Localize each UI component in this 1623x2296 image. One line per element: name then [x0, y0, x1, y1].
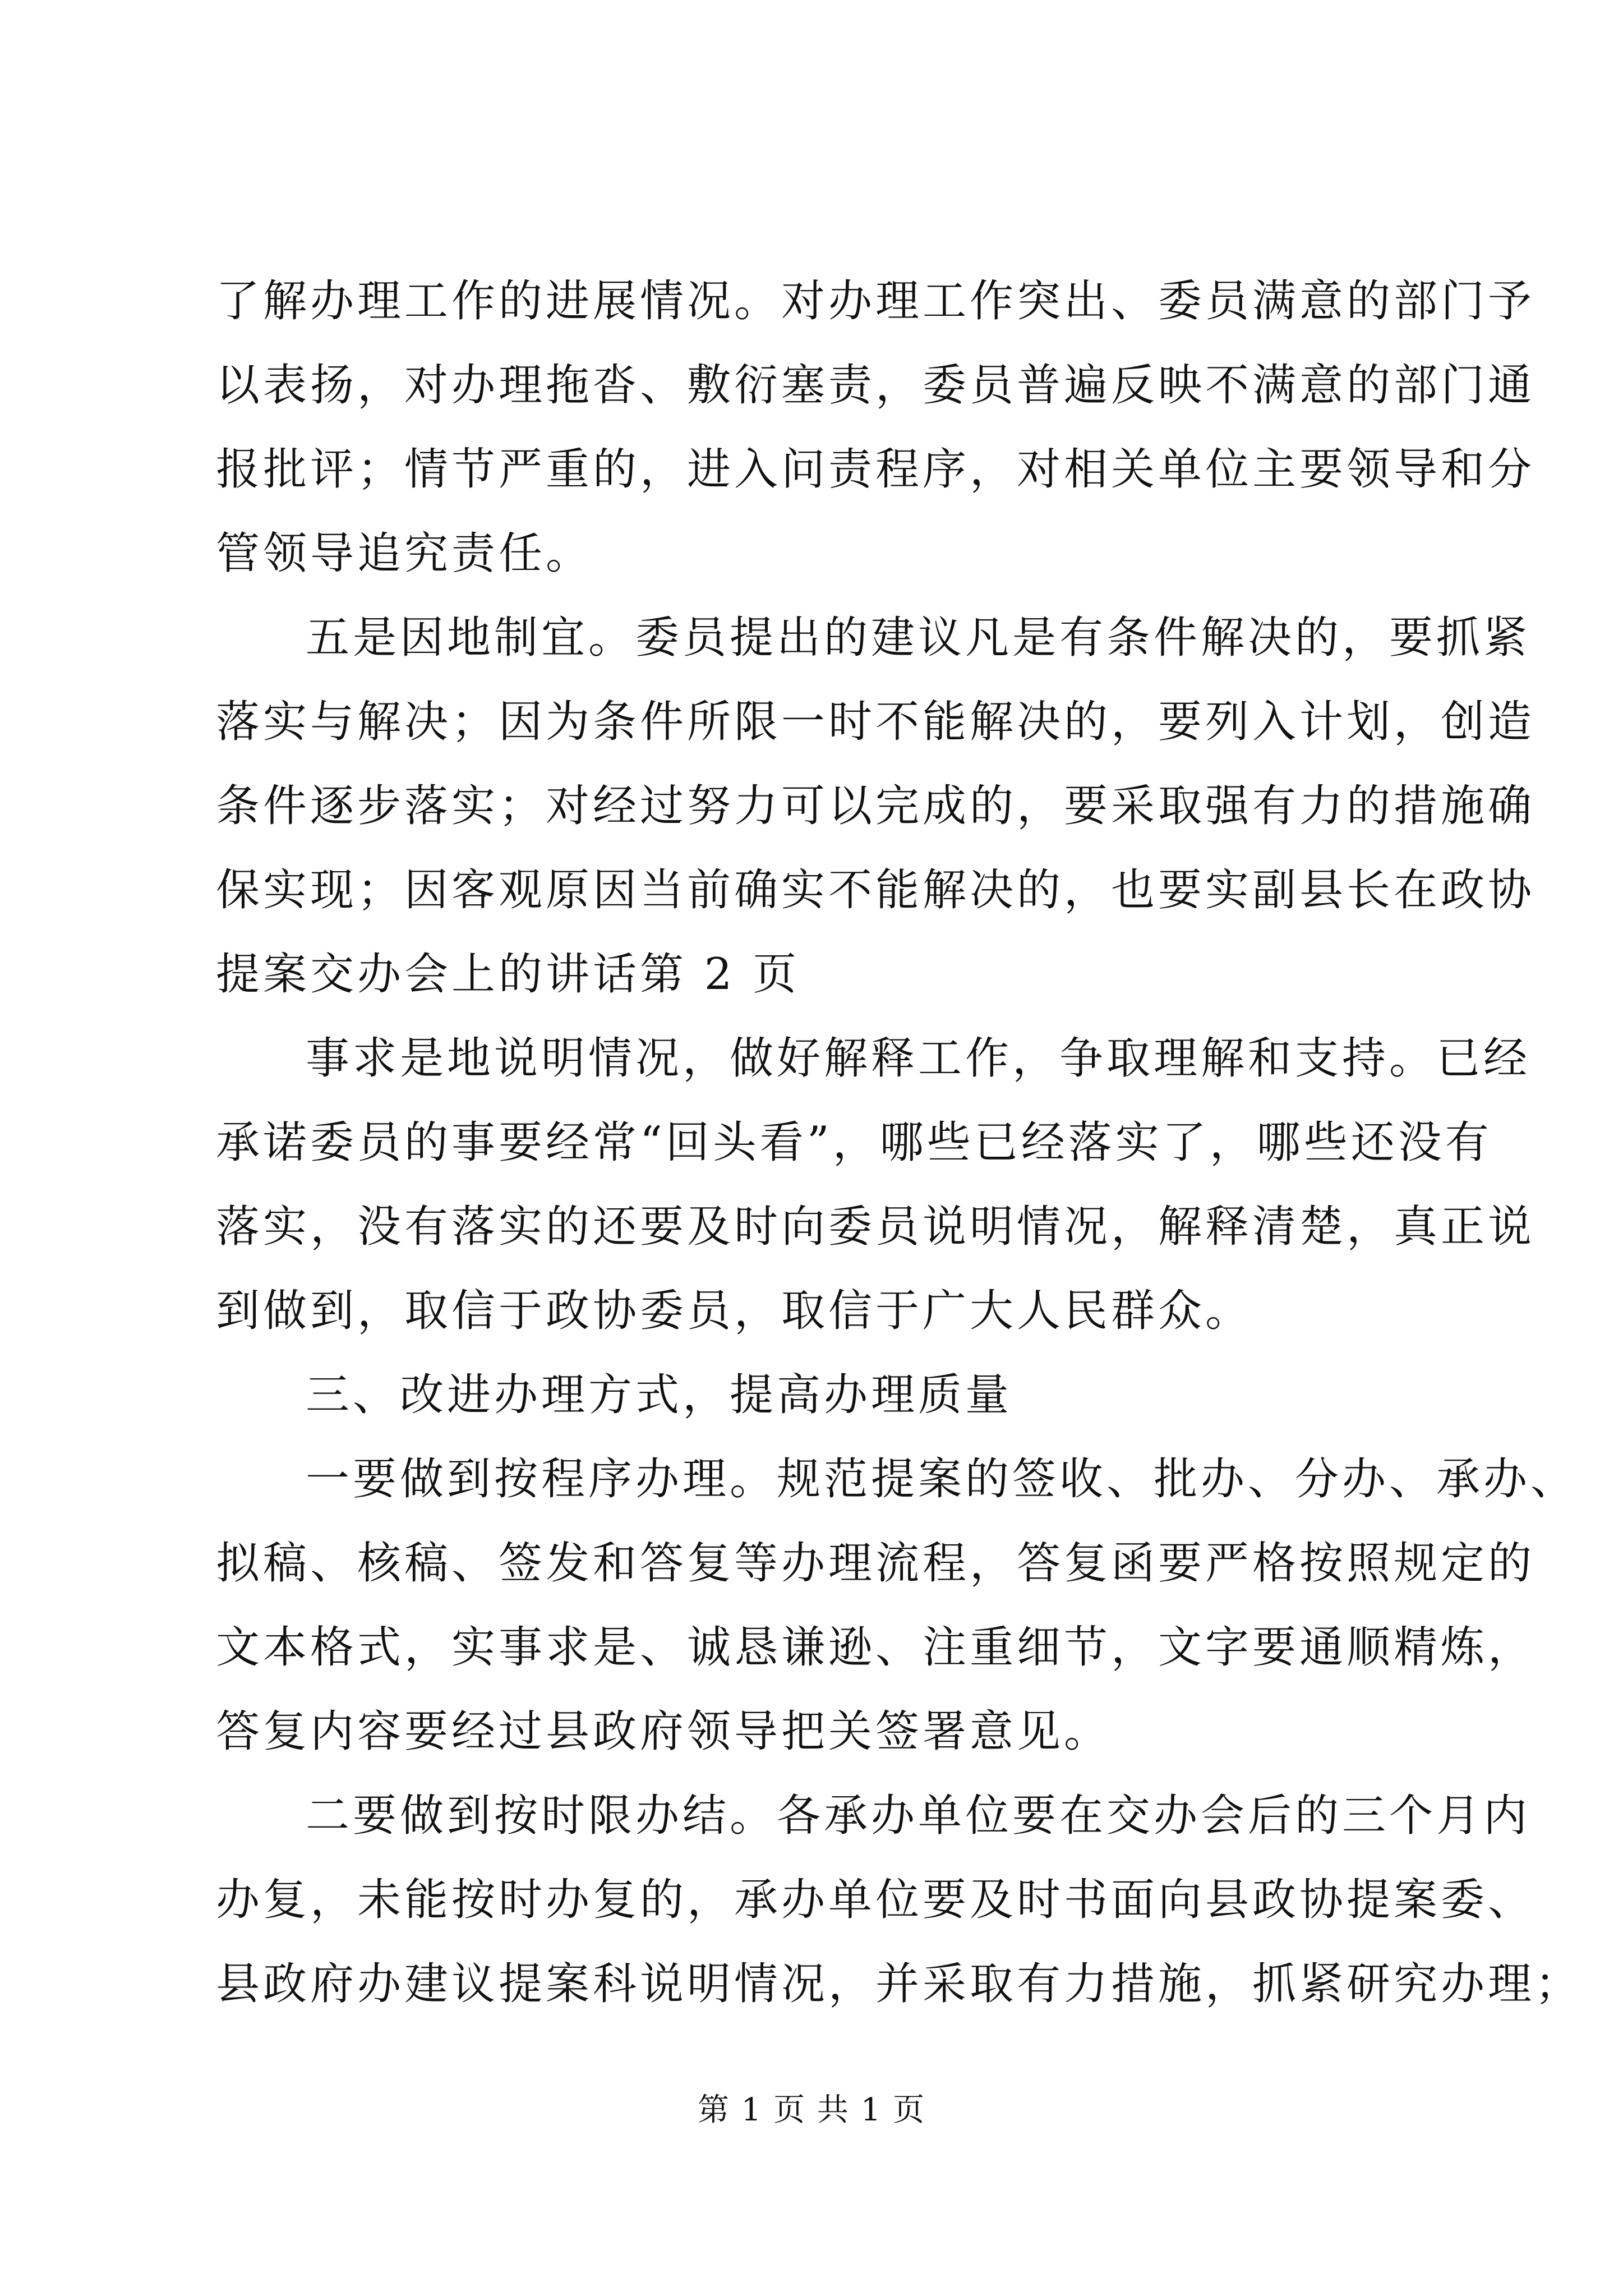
body-line: 管领导追究责任。 [216, 528, 593, 579]
paragraph-start-line: 二要做到按时限办结。各承办单位要在交办会后的三个月内 [306, 1791, 1531, 1841]
document-body [216, 259, 1583, 2026]
body-line: 报批评；情节严重的，进入问责程序，对相关单位主要领导和分 [216, 444, 1536, 495]
body-line: 县政府办建议提案科说明情况，并采取有力措施，抓紧研究办理； [216, 1959, 1583, 2009]
body-line: 以表扬，对办理拖沓、敷衍塞责，委员普遍反映不满意的部门通 [216, 360, 1536, 411]
paragraph-start-line: 事求是地说明情况，做好解释工作，争取理解和支持。已经 [306, 1033, 1531, 1084]
paragraph-start-line: 一要做到按程序办理。规范提案的签收、批办、分办、承办、 [306, 1454, 1578, 1504]
body-line: 文本格式，实事求是、诚恳谦逊、注重细节，文字要通顺精炼， [216, 1622, 1536, 1673]
body-line: 落实与解决；因为条件所限一时不能解决的，要列入计划，创造 [216, 697, 1536, 747]
section-heading: 三、改进办理方式，提高办理质量 [306, 1370, 1013, 1420]
body-line: 答复内容要经过县政府领导把关签署意见。 [216, 1706, 1112, 1757]
body-line: 承诺委员的事要经常“回头看”，哪些已经落实了，哪些还没有 [216, 1117, 1492, 1168]
page-number: 第 1 页 共 1 页 [697, 2092, 926, 2128]
body-line: 拟稿、核稿、签发和答复等办理流程，答复函要严格按照规定的 [216, 1538, 1536, 1589]
body-line: 到做到，取信于政协委员，取信于广大人民群众。 [216, 1286, 1253, 1336]
body-line: 了解办理工作的进展情况。对办理工作突出、委员满意的部门予 [216, 276, 1536, 326]
body-line: 落实，没有落实的还要及时向委员说明情况，解释清楚，真正说 [216, 1202, 1536, 1252]
body-line: 保实现；因客观原因当前确实不能解决的，也要实副县长在政协 [216, 865, 1536, 915]
paragraph-start-line: 五是因地制宜。委员提出的建议凡是有条件解决的，要抓紧 [306, 613, 1531, 663]
body-line: 条件逐步落实；对经过努力可以完成的，要采取强有力的措施确 [216, 781, 1536, 831]
body-line: 办复，未能按时办复的，承办单位要及时书面向县政协提案委、 [216, 1875, 1536, 1925]
body-line: 提案交办会上的讲话第 2 页 [216, 949, 800, 1000]
page-footer [0, 2088, 1623, 2133]
